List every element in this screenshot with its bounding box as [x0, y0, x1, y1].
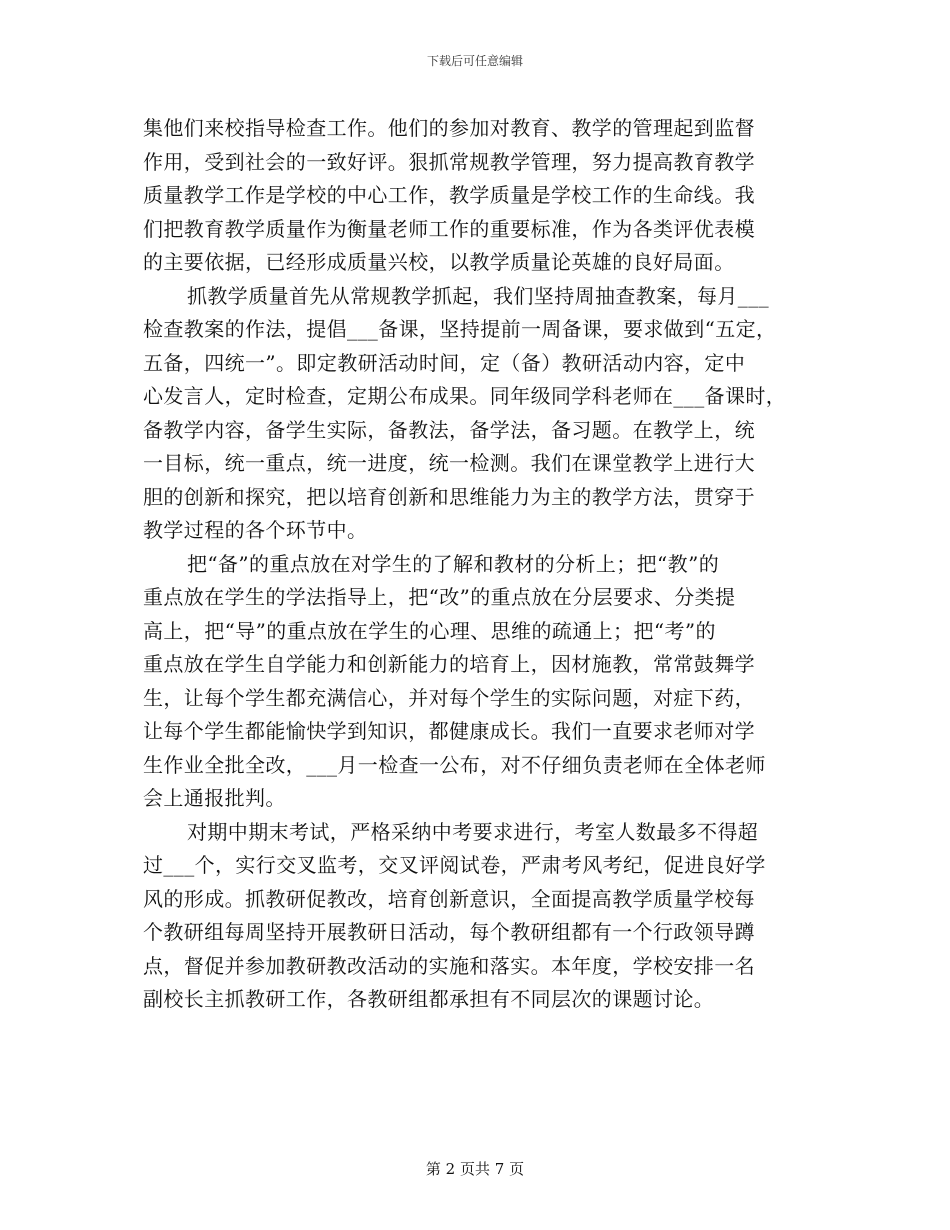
body-line: 教学过程的各个环节中。	[143, 518, 368, 542]
body-line: 作用，受到社会的一致好评。狠抓常规教学管理，努力提高教育教学	[143, 149, 755, 174]
page-footer: 第 2 页共 7 页	[425, 1160, 525, 1178]
body-line: 让每个学生都能愉快学到知识，都健康成长。我们一直要求老师对学	[143, 719, 755, 743]
body-line: 集他们来校指导检查工作。他们的参加对教育、教学的管理起到监督	[143, 116, 755, 140]
body-line: 心发言人，定时检查，定期公布成果。同年级同学科老师在___备课时，	[143, 384, 787, 408]
page-header: 下载后可任意编辑	[426, 54, 523, 68]
body-line: 五备，四统一”。即定教研活动时间，定（备）教研活动内容，定中	[143, 350, 746, 375]
body-line: 生，让每个学生都充满信心，并对每个学生的实际问题，对症下药，	[143, 685, 755, 710]
body-line: 胆的创新和探究，把以培育创新和思维能力为主的教学方法，贯穿于	[143, 484, 755, 509]
body-line: 风的形成。抓教研促教改，培育创新意识，全面提高教学质量学校每	[143, 886, 755, 911]
body-line: 重点放在学生的学法指导上，把“改”的重点放在分层要求、分类提	[143, 585, 736, 609]
body-line: 高上，把“导”的重点放在学生的心理、思维的疏通上；把“考”的	[143, 618, 716, 643]
paragraph-start-line: 把“备”的重点放在对学生的了解和教材的分析上；把“教”的	[187, 551, 720, 576]
body-line: 个教研组每周坚持开展教研日活动，每个教研组都有一个行政领导蹲	[143, 920, 755, 944]
body-line: 的主要依据，已经形成质量兴校，以教学质量论英雄的良好局面。	[143, 250, 735, 274]
body-line: 副校长主抓教研工作，各教研组都承担有不同层次的课题讨论。	[143, 987, 715, 1011]
body-line: 过___个，实行交叉监考，交叉评阅试卷，严肃考风考纪，促进良好学	[143, 853, 766, 877]
body-line: 质量教学工作是学校的中心工作，教学质量是学校工作的生命线。我	[143, 183, 755, 207]
paragraph-start-line: 抓教学质量首先从常规教学抓起，我们坚持周抽查教案，每月___	[187, 283, 769, 308]
body-line: 会上通报批判。	[143, 786, 286, 810]
body-line: 重点放在学生自学能力和创新能力的培育上，因材施教，常常鼓舞学	[143, 652, 755, 676]
body-line: 生作业全批全改，___月一检查一公布，对不仔细负责老师在全体老师	[143, 752, 766, 777]
document-body	[143, 112, 823, 1017]
body-line: 检查教案的作法，提倡___备课，坚持提前一周备课，要求做到“五定，	[143, 317, 777, 341]
body-line: 们把教育教学质量作为衡量老师工作的重要标准，作为各类评优表模	[143, 216, 755, 241]
paragraph-start-line: 对期中期末考试，严格采纳中考要求进行，考室人数最多不得超	[187, 819, 759, 844]
body-line: 备教学内容，备学生实际，备教法，备学法，备习题。在教学上，统	[143, 417, 755, 442]
body-line: 点，督促并参加教研教改活动的实施和落实。本年度，学校安排一名	[143, 953, 755, 978]
body-line: 一目标，统一重点，统一进度，统一检测。我们在课堂教学上进行大	[143, 451, 755, 475]
